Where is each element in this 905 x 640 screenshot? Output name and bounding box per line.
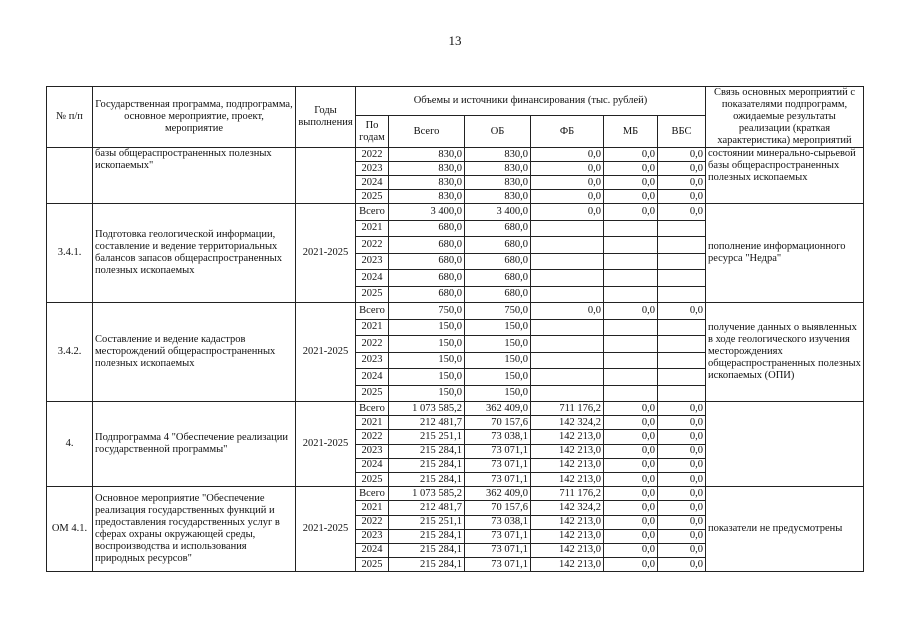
cell-mb: 0,0 bbox=[604, 402, 658, 416]
cell-vbs: 0,0 bbox=[658, 529, 706, 543]
header-program: Государственная программа, подпрограмма, основное мероприятие, проект, мероприятие bbox=[93, 87, 296, 148]
row-number bbox=[47, 148, 93, 204]
cell-ob: 362 409,0 bbox=[465, 487, 531, 501]
cell-vbs bbox=[658, 319, 706, 336]
cell-total: 680,0 bbox=[389, 253, 465, 270]
cell-ob: 750,0 bbox=[465, 303, 531, 320]
row-number: ОМ 4.1. bbox=[47, 487, 93, 572]
cell-year: 2023 bbox=[356, 444, 389, 458]
cell-fb: 142 324,2 bbox=[531, 416, 604, 430]
row-result: состоянии минерально-сырьевой базы общераспространенных полезных ископаемых bbox=[706, 148, 864, 204]
cell-ob: 73 071,1 bbox=[465, 529, 531, 543]
cell-mb bbox=[604, 369, 658, 386]
cell-mb: 0,0 bbox=[604, 515, 658, 529]
row-result: показатели не предусмотрены bbox=[706, 487, 864, 572]
cell-ob: 680,0 bbox=[465, 253, 531, 270]
row-result bbox=[706, 402, 864, 487]
cell-fb: 711 176,2 bbox=[531, 487, 604, 501]
cell-year: Всего bbox=[356, 402, 389, 416]
cell-year: 2022 bbox=[356, 148, 389, 162]
header-years: Годы выполнения bbox=[296, 87, 356, 148]
cell-fb bbox=[531, 237, 604, 254]
cell-year: 2023 bbox=[356, 162, 389, 176]
cell-total: 215 251,1 bbox=[389, 515, 465, 529]
cell-ob: 830,0 bbox=[465, 176, 531, 190]
cell-ob: 150,0 bbox=[465, 336, 531, 353]
cell-fb bbox=[531, 253, 604, 270]
cell-mb: 0,0 bbox=[604, 148, 658, 162]
table-row bbox=[47, 148, 864, 162]
cell-total: 750,0 bbox=[389, 303, 465, 320]
cell-mb: 0,0 bbox=[604, 444, 658, 458]
cell-fb bbox=[531, 369, 604, 386]
cell-total: 212 481,7 bbox=[389, 501, 465, 515]
cell-fb: 0,0 bbox=[531, 303, 604, 320]
cell-year: 2022 bbox=[356, 515, 389, 529]
cell-total: 150,0 bbox=[389, 319, 465, 336]
cell-year: Всего bbox=[356, 487, 389, 501]
cell-fb: 142 213,0 bbox=[531, 543, 604, 557]
cell-vbs: 0,0 bbox=[658, 487, 706, 501]
cell-fb bbox=[531, 336, 604, 353]
row-number: 3.4.1. bbox=[47, 204, 93, 303]
row-program-name: базы общераспространенных полезных ископаемых" bbox=[93, 148, 296, 204]
cell-fb: 711 176,2 bbox=[531, 402, 604, 416]
cell-ob: 73 071,1 bbox=[465, 472, 531, 486]
cell-year: 2025 bbox=[356, 190, 389, 204]
cell-year: 2023 bbox=[356, 352, 389, 369]
header-fb: ФБ bbox=[531, 116, 604, 148]
header-total: Всего bbox=[389, 116, 465, 148]
cell-vbs bbox=[658, 336, 706, 353]
cell-year: 2022 bbox=[356, 336, 389, 353]
cell-ob: 70 157,6 bbox=[465, 501, 531, 515]
cell-total: 150,0 bbox=[389, 352, 465, 369]
row-years: 2021-2025 bbox=[296, 402, 356, 487]
cell-mb: 0,0 bbox=[604, 416, 658, 430]
cell-fb bbox=[531, 286, 604, 303]
cell-vbs: 0,0 bbox=[658, 543, 706, 557]
cell-mb: 0,0 bbox=[604, 458, 658, 472]
row-result: получение данных о выявленных в ходе геологического изучения месторождениях общераспространенных полезных ископаемых (ОПИ) bbox=[706, 303, 864, 402]
cell-ob: 73 038,1 bbox=[465, 515, 531, 529]
cell-year: 2025 bbox=[356, 385, 389, 402]
header-ob: ОБ bbox=[465, 116, 531, 148]
cell-total: 680,0 bbox=[389, 270, 465, 287]
cell-year: 2024 bbox=[356, 458, 389, 472]
cell-mb: 0,0 bbox=[604, 190, 658, 204]
cell-total: 680,0 bbox=[389, 286, 465, 303]
cell-ob: 150,0 bbox=[465, 369, 531, 386]
table-row bbox=[47, 402, 864, 416]
cell-vbs: 0,0 bbox=[658, 402, 706, 416]
cell-ob: 73 071,1 bbox=[465, 458, 531, 472]
cell-fb: 0,0 bbox=[531, 204, 604, 221]
cell-mb: 0,0 bbox=[604, 162, 658, 176]
cell-total: 830,0 bbox=[389, 190, 465, 204]
cell-total: 1 073 585,2 bbox=[389, 487, 465, 501]
cell-total: 215 284,1 bbox=[389, 529, 465, 543]
cell-vbs: 0,0 bbox=[658, 176, 706, 190]
cell-ob: 680,0 bbox=[465, 220, 531, 237]
cell-total: 150,0 bbox=[389, 385, 465, 402]
cell-fb bbox=[531, 270, 604, 287]
cell-vbs: 0,0 bbox=[658, 430, 706, 444]
cell-year: 2025 bbox=[356, 286, 389, 303]
cell-total: 3 400,0 bbox=[389, 204, 465, 221]
cell-ob: 150,0 bbox=[465, 352, 531, 369]
cell-mb: 0,0 bbox=[604, 543, 658, 557]
cell-total: 680,0 bbox=[389, 237, 465, 254]
cell-mb: 0,0 bbox=[604, 303, 658, 320]
row-years: 2021-2025 bbox=[296, 487, 356, 572]
cell-year: 2024 bbox=[356, 543, 389, 557]
cell-ob: 680,0 bbox=[465, 286, 531, 303]
row-program-name: Подпрограмма 4 "Обеспечение реализации государственной программы" bbox=[93, 402, 296, 487]
cell-total: 215 251,1 bbox=[389, 430, 465, 444]
row-years bbox=[296, 148, 356, 204]
cell-ob: 73 071,1 bbox=[465, 543, 531, 557]
header-by-year: По годам bbox=[356, 116, 389, 148]
cell-total: 215 284,1 bbox=[389, 458, 465, 472]
cell-ob: 830,0 bbox=[465, 162, 531, 176]
header-link: Связь основных мероприятий с показателями подпрограмм, ожидаемые результаты реализации (краткая характеристика) мероприятий bbox=[706, 87, 864, 148]
cell-mb bbox=[604, 352, 658, 369]
table-row bbox=[47, 487, 864, 501]
cell-total: 150,0 bbox=[389, 369, 465, 386]
cell-vbs: 0,0 bbox=[658, 416, 706, 430]
table-row bbox=[47, 204, 864, 221]
cell-ob: 3 400,0 bbox=[465, 204, 531, 221]
cell-fb: 0,0 bbox=[531, 148, 604, 162]
financing-table bbox=[46, 86, 864, 572]
cell-mb: 0,0 bbox=[604, 204, 658, 221]
cell-total: 830,0 bbox=[389, 162, 465, 176]
cell-mb bbox=[604, 319, 658, 336]
row-program-name: Составление и ведение кадастров месторождений общераспространенных полезных ископаемых bbox=[93, 303, 296, 402]
cell-vbs: 0,0 bbox=[658, 501, 706, 515]
row-result: пополнение информационного ресурса "Недра" bbox=[706, 204, 864, 303]
cell-vbs: 0,0 bbox=[658, 162, 706, 176]
cell-mb: 0,0 bbox=[604, 430, 658, 444]
cell-ob: 73 071,1 bbox=[465, 558, 531, 572]
cell-ob: 70 157,6 bbox=[465, 416, 531, 430]
cell-vbs bbox=[658, 220, 706, 237]
cell-fb bbox=[531, 385, 604, 402]
cell-fb: 142 213,0 bbox=[531, 444, 604, 458]
cell-ob: 362 409,0 bbox=[465, 402, 531, 416]
cell-mb bbox=[604, 385, 658, 402]
cell-total: 215 284,1 bbox=[389, 543, 465, 557]
cell-fb: 142 213,0 bbox=[531, 529, 604, 543]
cell-vbs: 0,0 bbox=[658, 472, 706, 486]
cell-ob: 150,0 bbox=[465, 385, 531, 402]
cell-vbs: 0,0 bbox=[658, 558, 706, 572]
cell-fb bbox=[531, 220, 604, 237]
cell-vbs bbox=[658, 385, 706, 402]
header-row-top bbox=[47, 87, 864, 116]
cell-vbs: 0,0 bbox=[658, 303, 706, 320]
cell-fb: 142 213,0 bbox=[531, 430, 604, 444]
cell-ob: 830,0 bbox=[465, 190, 531, 204]
cell-vbs bbox=[658, 286, 706, 303]
cell-mb: 0,0 bbox=[604, 472, 658, 486]
table-row bbox=[47, 303, 864, 320]
cell-year: 2021 bbox=[356, 501, 389, 515]
cell-total: 150,0 bbox=[389, 336, 465, 353]
cell-ob: 680,0 bbox=[465, 270, 531, 287]
cell-total: 215 284,1 bbox=[389, 558, 465, 572]
cell-year: 2021 bbox=[356, 416, 389, 430]
cell-year: 2021 bbox=[356, 220, 389, 237]
cell-total: 680,0 bbox=[389, 220, 465, 237]
cell-mb: 0,0 bbox=[604, 558, 658, 572]
cell-ob: 830,0 bbox=[465, 148, 531, 162]
cell-mb bbox=[604, 253, 658, 270]
cell-total: 215 284,1 bbox=[389, 444, 465, 458]
cell-mb bbox=[604, 336, 658, 353]
cell-ob: 680,0 bbox=[465, 237, 531, 254]
cell-mb: 0,0 bbox=[604, 176, 658, 190]
cell-total: 215 284,1 bbox=[389, 472, 465, 486]
page-number: 13 bbox=[448, 33, 462, 48]
cell-year: 2024 bbox=[356, 369, 389, 386]
cell-vbs: 0,0 bbox=[658, 458, 706, 472]
cell-fb bbox=[531, 352, 604, 369]
cell-year: 2023 bbox=[356, 253, 389, 270]
cell-fb: 0,0 bbox=[531, 190, 604, 204]
cell-mb bbox=[604, 220, 658, 237]
cell-ob: 73 038,1 bbox=[465, 430, 531, 444]
cell-mb bbox=[604, 286, 658, 303]
cell-vbs bbox=[658, 369, 706, 386]
cell-total: 830,0 bbox=[389, 176, 465, 190]
cell-vbs: 0,0 bbox=[658, 190, 706, 204]
header-mb: МБ bbox=[604, 116, 658, 148]
header-vbs: ВБС bbox=[658, 116, 706, 148]
cell-year: 2024 bbox=[356, 270, 389, 287]
row-number: 4. bbox=[47, 402, 93, 487]
cell-vbs bbox=[658, 352, 706, 369]
cell-vbs bbox=[658, 237, 706, 254]
cell-total: 830,0 bbox=[389, 148, 465, 162]
cell-mb: 0,0 bbox=[604, 487, 658, 501]
cell-vbs: 0,0 bbox=[658, 444, 706, 458]
cell-year: 2022 bbox=[356, 237, 389, 254]
cell-fb: 0,0 bbox=[531, 176, 604, 190]
cell-vbs: 0,0 bbox=[658, 515, 706, 529]
cell-mb: 0,0 bbox=[604, 501, 658, 515]
cell-year: Всего bbox=[356, 204, 389, 221]
cell-year: 2025 bbox=[356, 472, 389, 486]
cell-mb bbox=[604, 237, 658, 254]
cell-fb bbox=[531, 319, 604, 336]
cell-ob: 150,0 bbox=[465, 319, 531, 336]
cell-vbs: 0,0 bbox=[658, 204, 706, 221]
cell-year: 2021 bbox=[356, 319, 389, 336]
cell-vbs bbox=[658, 253, 706, 270]
cell-year: 2025 bbox=[356, 558, 389, 572]
cell-year: 2022 bbox=[356, 430, 389, 444]
row-years: 2021-2025 bbox=[296, 303, 356, 402]
cell-vbs bbox=[658, 270, 706, 287]
cell-vbs: 0,0 bbox=[658, 148, 706, 162]
row-program-name: Основное мероприятие "Обеспечение реализация государственных функций и предоставления государственных услуг в сферах охраны окружающей среды, воспроизводства и использования природных ресурсов" bbox=[93, 487, 296, 572]
cell-total: 212 481,7 bbox=[389, 416, 465, 430]
cell-mb bbox=[604, 270, 658, 287]
cell-ob: 73 071,1 bbox=[465, 444, 531, 458]
cell-fb: 142 213,0 bbox=[531, 558, 604, 572]
row-years: 2021-2025 bbox=[296, 204, 356, 303]
cell-fb: 142 324,2 bbox=[531, 501, 604, 515]
cell-fb: 142 213,0 bbox=[531, 458, 604, 472]
row-number: 3.4.2. bbox=[47, 303, 93, 402]
cell-fb: 0,0 bbox=[531, 162, 604, 176]
header-financing: Объемы и источники финансирования (тыс. рублей) bbox=[356, 87, 706, 116]
cell-year: Всего bbox=[356, 303, 389, 320]
header-num: № п/п bbox=[47, 87, 93, 148]
cell-fb: 142 213,0 bbox=[531, 515, 604, 529]
cell-total: 1 073 585,2 bbox=[389, 402, 465, 416]
cell-year: 2024 bbox=[356, 176, 389, 190]
cell-mb: 0,0 bbox=[604, 529, 658, 543]
cell-year: 2023 bbox=[356, 529, 389, 543]
row-program-name: Подготовка геологической информации, составление и ведение территориальных балансов запасов общераспространенных полезных ископаемых bbox=[93, 204, 296, 303]
cell-fb: 142 213,0 bbox=[531, 472, 604, 486]
